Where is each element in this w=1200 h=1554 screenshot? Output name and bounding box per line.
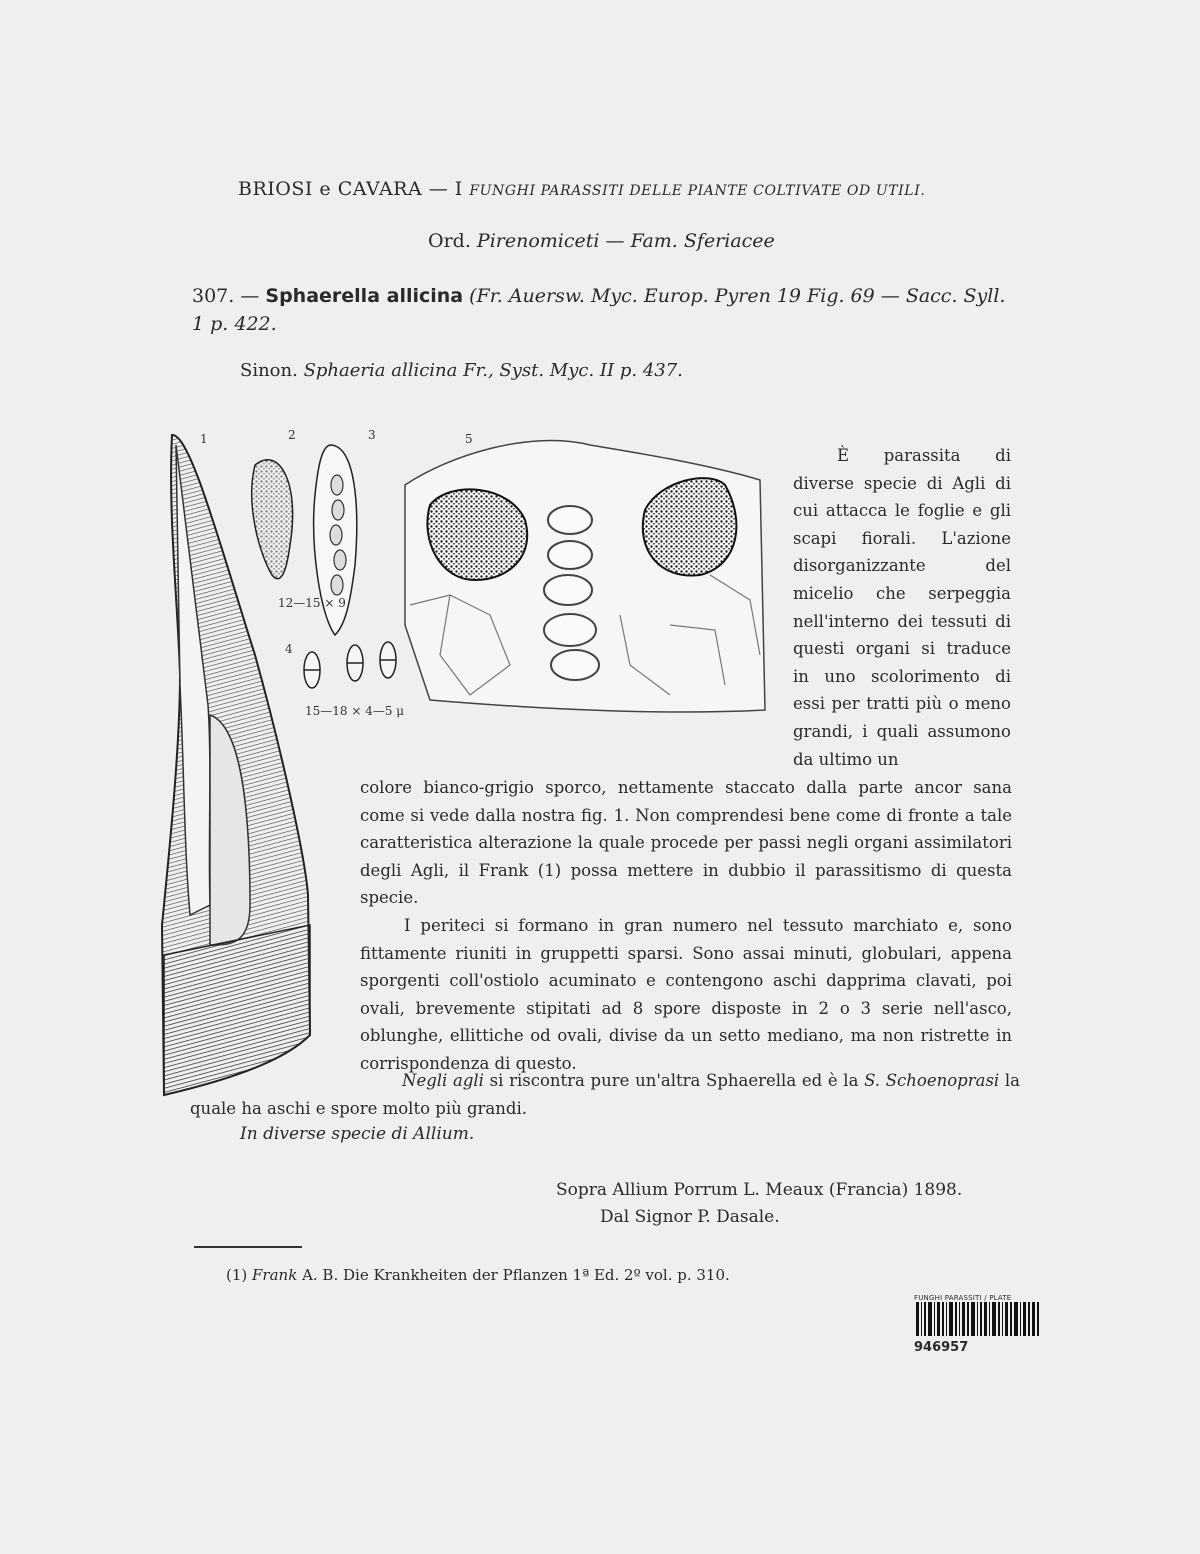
order-name: Pirenomiceti <box>476 230 600 252</box>
species-name: Sphaerella allicina <box>265 285 464 307</box>
species-entry <box>192 282 1022 338</box>
source-line-1: Sopra Allium Porrum L. Meaux (Francia) 1898. <box>556 1180 963 1200</box>
footnote-author: Frank <box>252 1266 298 1284</box>
paragraph-right: È parassita di diverse specie di Agli di cui attacca le foglie e gli scapi fiorali. L'azione disorganizzante del micelio che serpeggia nell'interno dei tessuti di questi organi si traduce in uno scolorimento di essi per tratti più o meno grandi, i quali assumono da ultimo un <box>793 446 1011 769</box>
header-authors: BRIOSI e CAVARA <box>238 178 423 200</box>
barcode-number: 946957 <box>914 1340 969 1355</box>
family-name: Sferiacee <box>683 230 775 252</box>
species-citation: (Fr. Auersw. Myc. Europ. Pyren 19 Fig. 69 — Sacc. Syll. 1 p. 422. <box>192 285 1006 335</box>
synonym-line <box>240 360 683 381</box>
barcode-bars <box>914 1302 1042 1336</box>
paragraph-3-end: la quale ha aschi e spore molto più grandi. <box>190 1071 1020 1118</box>
footnote-mark: (1) <box>226 1266 253 1284</box>
header-series: FUNGHI PARASSITI DELLE PIANTE COLTIVATE OD UTILI. <box>469 183 926 199</box>
barcode-label <box>914 1294 1044 1358</box>
paragraph-3-italic: Negli agli <box>402 1071 484 1090</box>
synonym-prefix: Sinon. <box>240 360 304 381</box>
figure-3-spores <box>304 642 396 688</box>
figure-label-4: 4 <box>285 642 293 656</box>
footnote-text: A. B. Die Krankheiten der Pflanzen 1ª Ed. 2º vol. p. 310. <box>297 1266 730 1284</box>
header-dash: — I <box>422 178 470 200</box>
order-sep: — <box>599 230 631 252</box>
paragraph-2: I periteci si formano in gran numero nel tessuto marchiato e, sono fittamente riuniti in gruppetti sparsi. Sono assai minuti, globulari, appena sporgenti coll'ostiolo acuminato e contengono aschi dapprima clavati, poi ovali, brevemente stipitati ad 8 spore disposte in 2 o 3 serie nell'asco, oblunghe, ellittiche od ovali, divise da un setto mediano, ma non ristrette in corrispondenza di questo. <box>360 915 1012 1073</box>
figure-4-section <box>405 441 765 712</box>
taxonomic-order <box>428 230 775 252</box>
habitat-line: In diverse specie di Allium. <box>240 1124 475 1144</box>
family-label: Fam. <box>630 230 684 252</box>
figure-label-1: 1 <box>200 432 208 446</box>
figure-scale-a: 12—15 × 9 <box>278 596 346 610</box>
footnote-rule <box>194 1246 302 1248</box>
paragraph-3: si riscontra pure un'altra Sphaerella ed è la <box>483 1071 865 1090</box>
paragraph-3-name: S. Schoenoprasi <box>864 1071 1000 1090</box>
page-header <box>238 178 925 200</box>
figure-label-3: 3 <box>368 428 376 442</box>
order-label: Ord. <box>428 230 477 252</box>
text-main-block <box>360 774 1012 1078</box>
barcode-title: FUNGHI PARASSITI / PLATE <box>914 1294 1012 1302</box>
source-line-2: Dal Signor P. Dasale. <box>600 1207 780 1227</box>
paragraph-1: colore bianco-grigio sporco, nettamente staccato dalla parte ancor sana come si vede dalla nostra fig. 1. Non comprendesi bene come di fronte a tale caratteristica alterazione la quale procede per passi negli organi assimilatori degli Agli, il Frank (1) possa mettere in dubbio il parassitismo di questa specie. <box>360 778 1012 908</box>
text-bottom-block <box>190 1067 1020 1122</box>
synonym-ref: , Syst. Myc. II p. 437. <box>487 360 683 381</box>
text-right-column <box>793 442 1011 773</box>
entry-number: 307. — <box>192 285 266 307</box>
synonym-name: Sphaeria allicina Fr. <box>303 360 488 381</box>
figure-scale-b: 15—18 × 4—5 μ <box>305 704 405 718</box>
figure-label-5: 5 <box>465 432 473 446</box>
footnote <box>226 1266 730 1284</box>
figure-label-2: 2 <box>288 428 296 442</box>
